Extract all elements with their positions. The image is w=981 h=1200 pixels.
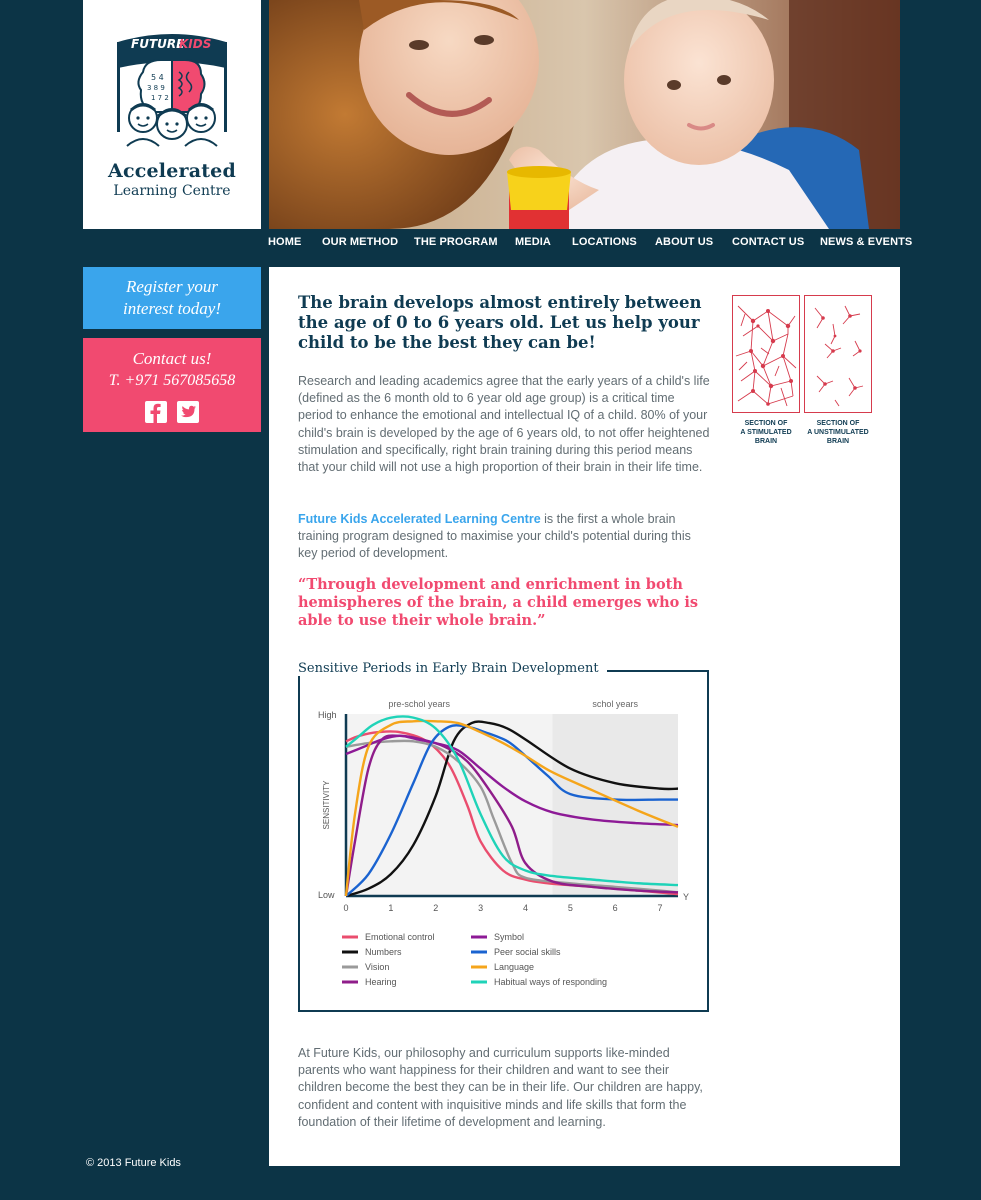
svg-text:1 7 2: 1 7 2: [151, 94, 169, 102]
badge-kids-text: KIDS: [179, 37, 212, 51]
program-paragraph-text: is the first a whole brain training program designed to maximise your child's potential during this key period of development.: [298, 512, 691, 561]
mother-and-baby-photo: [269, 0, 900, 229]
x-tick-label: 4: [522, 903, 528, 913]
caption-line: BRAIN: [826, 438, 850, 445]
x-tick-label: 2: [433, 903, 439, 913]
x-tick-label: 7: [657, 903, 663, 913]
facebook-icon[interactable]: [145, 401, 167, 423]
twitter-icon[interactable]: [177, 401, 199, 423]
nav-the-program[interactable]: THE PROGRAM: [414, 236, 498, 248]
brain-quote: “Through development and enrichment in both hemispheres of the brain, a child emerges who is able to use their whole brain.”: [298, 576, 698, 629]
caption-line: SECTION OF: [744, 420, 788, 427]
nav-home[interactable]: HOME: [268, 236, 302, 248]
logo-title: Accelerated: [108, 160, 236, 182]
stimulated-brain-caption: [729, 419, 803, 446]
x-tick-label: 6: [612, 903, 618, 913]
caption-line: BRAIN: [754, 438, 778, 445]
legend-label: Vision: [365, 962, 390, 972]
svg-text:3 8 9: 3 8 9: [147, 84, 165, 92]
y-tick-label: High: [318, 710, 337, 720]
register-line-1: Register your: [125, 277, 219, 296]
logo[interactable]: [83, 0, 261, 229]
caption-line: SECTION OF: [816, 420, 860, 427]
sensitive-periods-chart: [298, 670, 709, 1012]
x-tick-label: 5: [567, 903, 573, 913]
main-navigation: [268, 236, 913, 250]
legend-label: Emotional control: [365, 932, 435, 942]
page-headline: The brain develops almost entirely between the age of 0 to 6 years old. Let us help your child to be the best they can be!: [298, 293, 702, 352]
y-axis-label: SENSITIVITY: [322, 780, 331, 830]
register-interest-button[interactable]: [83, 267, 261, 329]
badge-future-text: FUTURE: [131, 37, 185, 51]
y-tick-label: Low: [318, 890, 335, 900]
program-paragraph: [298, 511, 710, 563]
nav-locations[interactable]: LOCATIONS: [572, 236, 637, 248]
school-period-band: [552, 714, 678, 896]
nav-our-method[interactable]: OUR METHOD: [322, 236, 399, 248]
intro-paragraph: Research and leading academics agree that the early years of a child's life (defined as the 6 month old to 6 year old age group) is a critical time period to enhance the emotional and intellectual IQ of a child. 80% of your child's brain is developed by the age of 6 years old, to not offer heightened stimulation and specifically, right brain training during this period means that your child will not use a high proportion of their brain in their life time.: [298, 374, 710, 475]
svg-text:5 4: 5 4: [151, 73, 164, 82]
caption-line: A STIMULATED: [740, 429, 792, 436]
chart-title: Sensitive Periods in Early Brain Development: [298, 661, 607, 676]
period-label: schol years: [592, 699, 638, 709]
nav-about-us[interactable]: ABOUT US: [655, 236, 714, 248]
hero-photo: [269, 0, 900, 229]
register-line-2: interest today!: [122, 299, 222, 318]
nav-contact-us[interactable]: CONTACT US: [732, 236, 805, 248]
footer-copyright: © 2013 Future Kids: [86, 1157, 181, 1169]
contact-phone[interactable]: T. +971 567085658: [108, 372, 236, 389]
stimulated-brain-image: [732, 295, 800, 413]
legend-label: Language: [494, 962, 535, 972]
contact-title: Contact us!: [132, 349, 212, 368]
x-tick-label: 0: [343, 903, 349, 913]
logo-subtitle: Learning Centre: [113, 183, 231, 199]
legend-label: Peer social skills: [494, 947, 561, 957]
period-label: pre-schol years: [388, 699, 450, 709]
legend-label: Habitual ways of responding: [494, 977, 608, 987]
x-tick-label: 3: [478, 903, 484, 913]
unstimulated-brain-image: [804, 295, 872, 413]
legend-label: Hearing: [365, 977, 397, 987]
x-tick-label: 1: [388, 903, 394, 913]
philosophy-paragraph: At Future Kids, our philosophy and curriculum supports like-minded parents who want happiness for their children and want to see their children become the best they can be in their life. Our children are happy, confident and content with inquisitive minds and life skills that form the foundation of their lifetime of development and learning.: [298, 1046, 703, 1129]
legend-label: Symbol: [494, 932, 525, 942]
nav-media[interactable]: MEDIA: [515, 236, 551, 248]
logo-badge-text: [131, 34, 215, 54]
nav-news-events[interactable]: NEWS & EVENTS: [820, 236, 913, 248]
x-axis-label: Y: [683, 892, 690, 902]
unstimulated-brain-caption: [801, 419, 875, 446]
legend-label: Numbers: [365, 947, 402, 957]
caption-line: A UNSTIMULATED: [807, 429, 869, 436]
brand-link[interactable]: Future Kids Accelerated Learning Centre: [298, 512, 541, 526]
contact-box: [83, 338, 261, 432]
main-content: [269, 267, 900, 1166]
